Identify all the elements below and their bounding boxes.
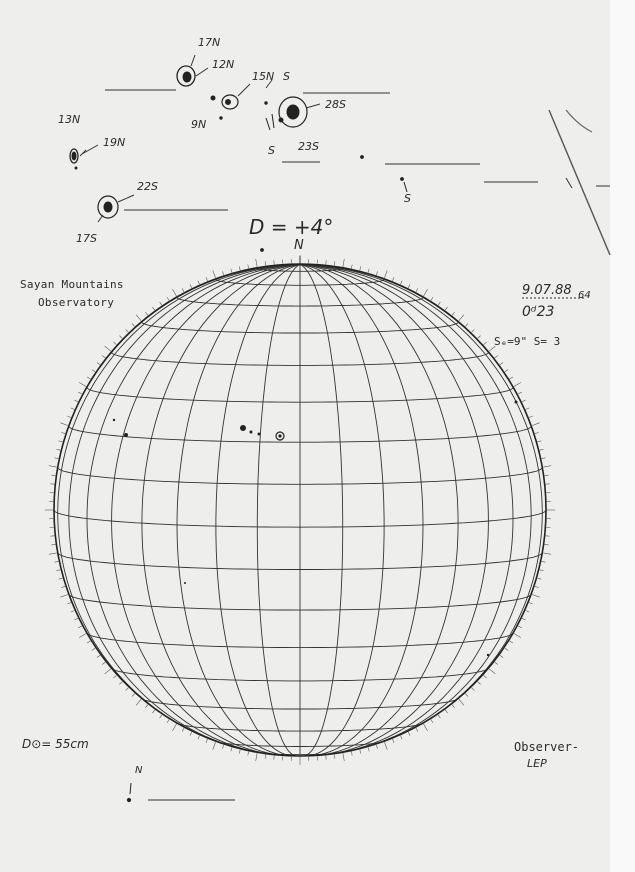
limb-tick <box>231 747 232 751</box>
limb-tick <box>114 675 117 678</box>
limb-tick <box>416 288 418 292</box>
limb-tick <box>119 682 122 685</box>
limb-tick <box>51 475 55 476</box>
limb-tick <box>78 626 82 628</box>
declination: D = +4° <box>249 215 334 239</box>
meridian-line <box>142 265 300 756</box>
limb-tick <box>537 578 541 579</box>
limb-tick <box>465 324 468 327</box>
limb-tick <box>535 586 539 587</box>
limb-tick <box>60 423 68 426</box>
limb-tick <box>248 265 249 269</box>
limb-tick <box>74 400 78 402</box>
limb-tick <box>57 570 61 571</box>
limb-tick <box>484 342 487 345</box>
bottom-north-mark: N <box>135 765 143 776</box>
limb-tick <box>126 688 129 691</box>
limb-tick <box>385 742 388 750</box>
limb-tick <box>146 312 148 315</box>
limb-tick <box>239 267 240 271</box>
limb-tick <box>505 648 508 650</box>
limb-tick <box>182 288 184 292</box>
meridian-line <box>300 265 384 756</box>
spot-label: 13N <box>58 113 81 126</box>
limb-tick <box>55 561 59 562</box>
limb-tick <box>459 699 464 705</box>
limb-tick <box>78 392 82 394</box>
limb-tick <box>92 370 95 372</box>
limb-tick <box>114 342 117 345</box>
limb-tick <box>198 281 200 285</box>
limb-tick <box>526 408 530 410</box>
corner-hook <box>566 110 592 132</box>
limb-tick <box>167 297 169 300</box>
limb-tick <box>61 586 65 587</box>
limb-tick <box>132 324 135 327</box>
limb-tick <box>97 655 100 657</box>
limb-tick <box>248 752 249 756</box>
limb-tick <box>505 370 508 372</box>
limb-tick <box>87 641 90 643</box>
limb-tick <box>540 449 544 450</box>
limb-tick <box>334 261 335 265</box>
limb-tick <box>87 377 90 379</box>
limb-tick <box>478 682 481 685</box>
limb-tick <box>408 732 410 736</box>
north-mark: N <box>294 238 304 253</box>
limb-tick <box>532 595 540 598</box>
observatory-line1: Sayan Mountains <box>20 278 124 291</box>
limb-tick <box>514 383 521 387</box>
limb-tick <box>424 724 428 731</box>
spot-label: 28S <box>325 98 346 111</box>
limb-tick <box>445 710 447 713</box>
limb-tick <box>401 736 403 740</box>
limb-tick <box>59 578 63 579</box>
limb-tick <box>368 747 369 751</box>
limb-tick <box>105 346 111 351</box>
limb-tick <box>343 753 344 761</box>
limb-tick <box>368 269 369 273</box>
spot-label: S <box>283 70 290 83</box>
limb-tick <box>500 655 503 657</box>
observer-label: Observer- <box>514 740 580 754</box>
limb-tick <box>60 595 68 598</box>
limb-tick <box>222 271 223 275</box>
limb-tick <box>401 281 403 285</box>
limb-tick <box>510 641 513 643</box>
meridian-line <box>300 265 423 756</box>
limb-tick <box>495 356 498 358</box>
limb-tick <box>532 423 540 426</box>
limb-tick <box>376 745 377 749</box>
meridian-line <box>58 265 300 739</box>
sunspot-detail-sketches <box>70 66 407 802</box>
limb-tick <box>74 618 78 620</box>
observation-time: 0ᵈ23 <box>522 304 555 320</box>
limb-tick <box>535 432 539 433</box>
limb-tick <box>55 458 59 459</box>
limb-tick <box>213 270 216 278</box>
limb-tick <box>182 728 184 732</box>
limb-tick <box>190 284 192 288</box>
limb-tick <box>445 307 447 310</box>
limb-tick <box>92 648 95 650</box>
spot-label: 19N <box>103 136 126 149</box>
limb-tick <box>105 669 111 674</box>
limb-tick <box>206 739 208 743</box>
limb-tick <box>160 715 162 718</box>
limb-tick <box>343 259 344 267</box>
limb-tick <box>160 302 162 305</box>
limb-tick <box>132 694 135 697</box>
limb-tick <box>231 269 232 273</box>
spot-label: 22S <box>137 180 158 193</box>
limb-tick <box>529 416 533 418</box>
limb-tick <box>522 618 526 620</box>
meridian-line <box>300 265 343 756</box>
limb-tick <box>57 449 61 450</box>
limb-tick <box>360 750 361 754</box>
heliographic-grid <box>54 265 546 756</box>
limb-tick <box>500 363 503 365</box>
seeing-estimate: Sₑ=9" S= 3 <box>494 335 561 348</box>
meridian-line <box>257 265 300 756</box>
spot-label: 9N <box>191 118 207 131</box>
limb-tick <box>543 553 551 554</box>
limb-tick <box>438 715 440 718</box>
limb-tick <box>167 720 169 723</box>
limb-tick <box>136 315 141 321</box>
limb-tick <box>393 277 395 281</box>
spot-label: 12N <box>212 58 235 71</box>
spot-label: 15N <box>252 70 275 83</box>
limb-tick <box>495 662 498 664</box>
limb-tick <box>472 329 475 332</box>
limb-tick <box>97 363 100 365</box>
limb-tick <box>173 724 177 731</box>
limb-tick <box>265 755 266 759</box>
limb-tick <box>153 307 155 310</box>
limb-tick <box>514 634 521 638</box>
limb-tick <box>438 302 440 305</box>
observatory-line2: Observatory <box>38 296 115 309</box>
limb-tick <box>67 416 71 418</box>
limb-tick <box>198 736 200 740</box>
limb-tick <box>543 466 551 467</box>
limb-tick <box>79 383 86 387</box>
limb-tick <box>452 705 454 708</box>
limb-tick <box>424 289 428 296</box>
limb-tick <box>146 705 148 708</box>
limb-tick <box>526 611 530 613</box>
limb-tick <box>518 392 522 394</box>
limb-tick <box>71 611 75 613</box>
limb-tick <box>489 669 495 674</box>
limb-tick <box>376 271 377 275</box>
limb-tick <box>213 742 216 750</box>
limb-tick <box>393 739 395 743</box>
limb-tick <box>408 284 410 288</box>
limb-tick <box>102 662 105 664</box>
limb-tick <box>529 603 533 605</box>
spot-label: 23S <box>298 140 319 153</box>
limb-tick <box>545 544 549 545</box>
limb-tick <box>153 710 155 713</box>
limb-tick <box>256 753 257 761</box>
limb-tick <box>545 475 549 476</box>
spot-label: S <box>268 144 275 157</box>
limb-tick <box>416 728 418 732</box>
limb-tick <box>119 336 122 339</box>
limb-tick <box>265 261 266 265</box>
disk-sunspots <box>113 401 518 657</box>
south-mark: S <box>404 192 411 205</box>
limb-tick <box>472 688 475 691</box>
limb-tick <box>126 329 129 332</box>
limb-tick <box>334 755 335 759</box>
limb-tick <box>459 315 464 321</box>
observation-date: 9.07.88 <box>522 283 572 298</box>
limb-tick <box>542 561 546 562</box>
limb-tick <box>102 356 105 358</box>
limb-tick <box>478 336 481 339</box>
limb-tick <box>537 441 541 442</box>
limb-tick <box>59 441 63 442</box>
limb-tick <box>136 699 141 705</box>
limb-tick <box>351 265 352 269</box>
limb-tick <box>385 270 388 278</box>
limb-tick <box>49 466 57 467</box>
telescope-diameter: D⊙= 55cm <box>22 737 89 751</box>
limb-tick <box>431 720 433 723</box>
limb-tick <box>49 553 57 554</box>
corner-mark <box>549 110 610 255</box>
limb-tick <box>256 259 257 267</box>
date-suffix: 64 <box>578 290 591 301</box>
limb-tick <box>540 570 544 571</box>
limb-tick <box>518 626 522 628</box>
limb-tick <box>79 634 86 638</box>
limb-tick <box>222 745 223 749</box>
limb-tick <box>71 408 75 410</box>
limb-tick <box>61 432 65 433</box>
limb-tick <box>360 267 361 271</box>
limb-tick <box>522 400 526 402</box>
limb-tick <box>206 277 208 281</box>
spot-label: 17S <box>76 232 97 245</box>
limb-tick <box>452 312 454 315</box>
limb-tick <box>351 752 352 756</box>
limb-tick <box>51 544 55 545</box>
meridian-line <box>177 265 300 756</box>
spot-label: 17N <box>198 36 221 49</box>
limb-tick <box>431 297 433 300</box>
limb-tick <box>67 603 71 605</box>
limb-tick <box>484 675 487 678</box>
limb-tick <box>542 458 546 459</box>
limb-tick <box>510 377 513 379</box>
limb-tick <box>190 732 192 736</box>
limb-tick <box>239 750 240 754</box>
limb-tick <box>173 289 177 296</box>
meridian-line <box>300 265 458 756</box>
limb-tick <box>465 694 468 697</box>
observer-name: LEP <box>527 757 547 770</box>
meridian-line <box>216 265 300 756</box>
